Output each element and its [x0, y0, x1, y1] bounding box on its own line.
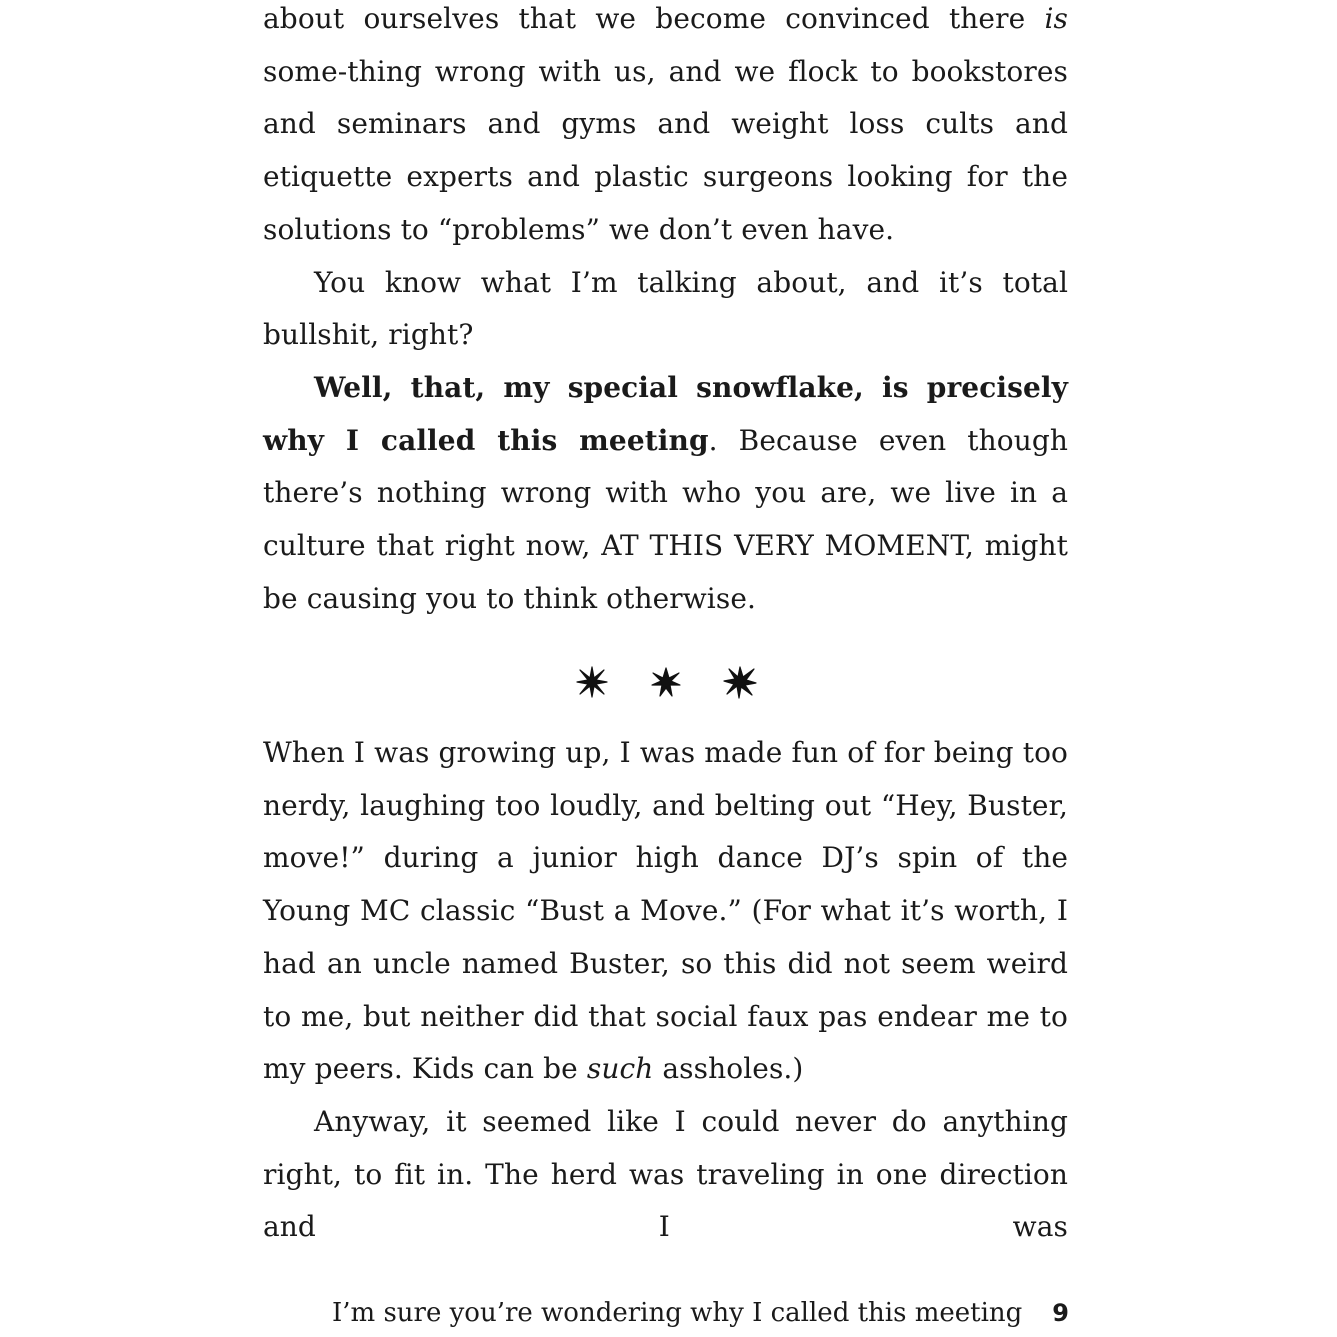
text-run: some-thing wrong with us, and we flock to bookstores and seminars and gyms and weight loss cults and etiquette experts and plastic surgeons looking for the solutions to “problems” we don’t even have.	[263, 54, 1068, 246]
text-run: You know what I’m talking about, and it’s total bullshit, right?	[263, 265, 1068, 352]
paragraph	[263, 1096, 1068, 1254]
asterisk-ornament-icon	[722, 664, 758, 700]
paragraph	[263, 257, 1068, 362]
paragraph	[263, 362, 1068, 626]
emphasis-text: such	[586, 1052, 654, 1086]
body-text-top	[263, 0, 1068, 625]
text-run: When I was growing up, I was made fun of for being too nerdy, laughing too loudly, and belting out “Hey, Buster, move!” during a junior high dance DJ’s spin of the Young MC classic “Bust a Move.” (For what it’s worth, I had an uncle named Buster, so this did not seem weird to me, but neither did that social faux pas endear me to my peers. Kids can be	[263, 736, 1068, 1086]
paragraph	[263, 0, 1068, 257]
text-run: about ourselves that we become convinced there	[263, 2, 1045, 35]
bold-text: Well, that, my special snowflake, is precisely why I called this meeting	[263, 370, 1068, 457]
text-run: . Because even though there’s nothing wrong with who you are, we live in a culture that right now, AT THIS VERY MOMENT, might be causing you to think otherwise.	[263, 423, 1068, 615]
paragraph	[263, 727, 1068, 1096]
section-break	[263, 652, 1068, 712]
text-run: Anyway, it seemed like I could never do anything right, to fit in. The herd was traveling in one direction and I was	[263, 1104, 1068, 1244]
emphasis-text: is	[1044, 2, 1068, 35]
text-run: assholes.)	[653, 1052, 804, 1086]
page-footer	[332, 1296, 1069, 1330]
page-number: 9	[1052, 1299, 1069, 1327]
asterisk-ornament-icon	[648, 664, 684, 700]
running-head: I’m sure you’re wondering why I called this meeting	[331, 1298, 1023, 1328]
asterisk-ornament-icon	[574, 664, 610, 700]
body-text-bottom	[263, 727, 1068, 1254]
